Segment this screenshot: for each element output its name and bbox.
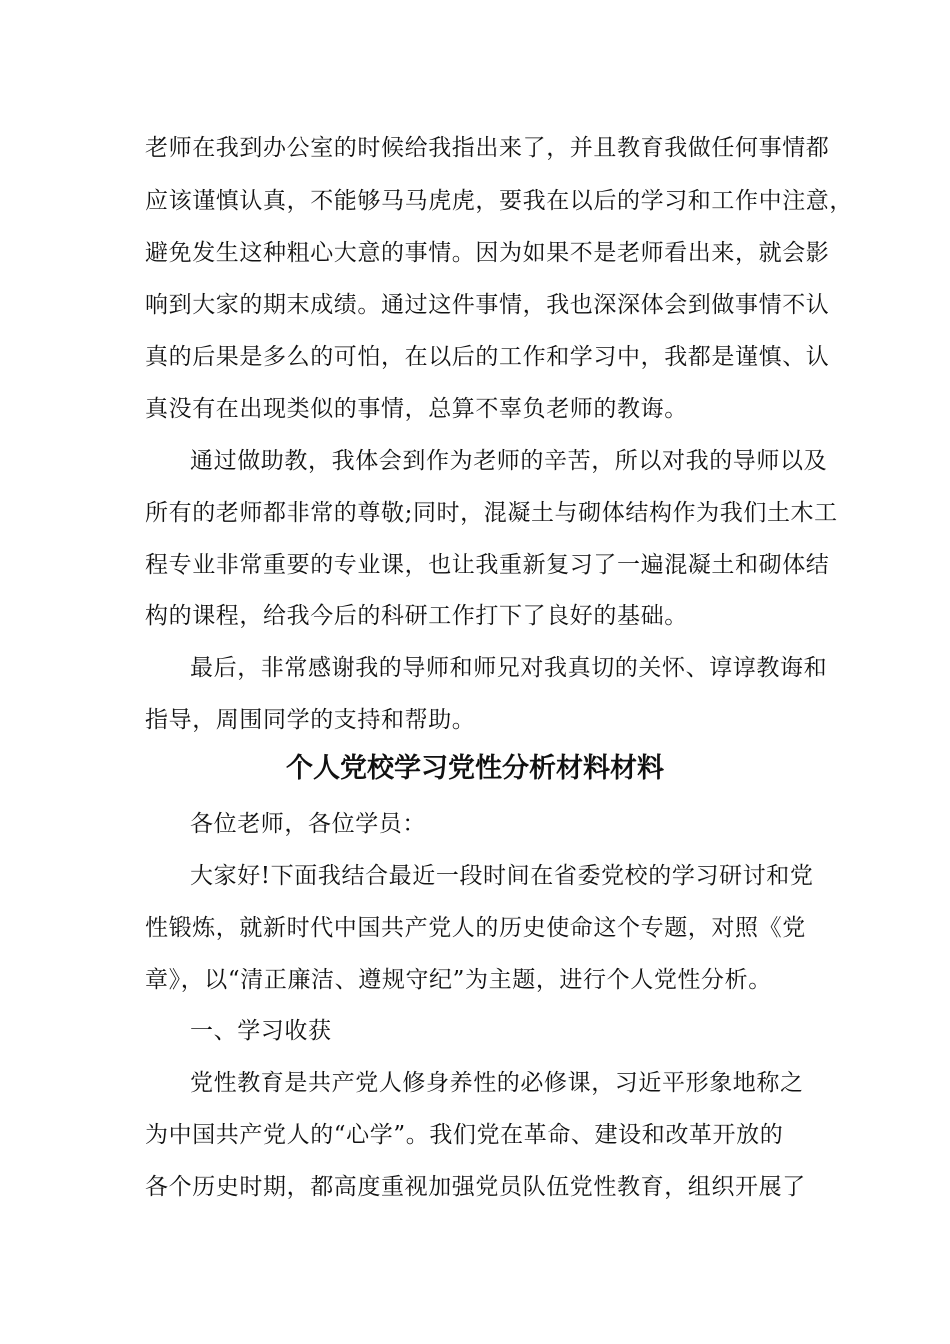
- paragraph-line: 为中国共产党人的“心学”。我们党在革命、建设和改革开放的: [145, 1122, 784, 1148]
- paragraph-line: 通过做助教，我体会到作为老师的辛苦，所以对我的导师以及: [190, 448, 828, 474]
- paragraph-line: 最后，非常感谢我的导师和师兄对我真切的关怀、谆谆教诲和: [190, 655, 828, 681]
- section-title: 个人党校学习党性分析材料材料: [286, 753, 664, 784]
- salutation-line: 各位老师，各位学员：: [190, 811, 426, 837]
- paragraph-line: 指导，周围同学的支持和帮助。: [145, 707, 476, 733]
- paragraph-line: 真没有在出现类似的事情，总算不辜负老师的教诲。: [145, 396, 688, 422]
- paragraph-line: 大家好!下面我结合最近一段时间在省委党校的学习研讨和党: [190, 863, 814, 889]
- paragraph-line: 党性教育是共产党人修身养性的必修课，习近平形象地称之: [190, 1070, 804, 1096]
- paragraph-line: 性锻炼，就新时代中国共产党人的历史使命这个专题，对照《党: [145, 915, 806, 941]
- paragraph-line: 响到大家的期末成绩。通过这件事情，我也深深体会到做事情不认: [145, 292, 830, 318]
- paragraph-line: 避免发生这种粗心大意的事情。因为如果不是老师看出来，就会影: [145, 240, 830, 266]
- paragraph-line: 所有的老师都非常的尊敬;同时，混凝土与砌体结构作为我们土木工: [145, 500, 838, 526]
- paragraph-line: 章》，以“清正廉洁、遵规守纪”为主题，进行个人党性分析。: [145, 967, 772, 993]
- paragraph-line: 应该谨慎认真，不能够马马虎虎，要我在以后的学习和工作中注意，: [145, 188, 853, 214]
- paragraph-line: 程专业非常重要的专业课，也让我重新复习了一遍混凝土和砌体结: [145, 552, 830, 578]
- paragraph-line: 老师在我到办公室的时候给我指出来了，并且教育我做任何事情都: [145, 135, 830, 161]
- subheading-line: 一、学习收获: [190, 1018, 332, 1044]
- paragraph-line: 真的后果是多么的可怕，在以后的工作和学习中，我都是谨慎、认: [145, 344, 830, 370]
- paragraph-line: 构的课程，给我今后的科研工作打下了良好的基础。: [145, 603, 688, 629]
- paragraph-line: 各个历史时期，都高度重视加强党员队伍党性教育，组织开展了: [145, 1174, 806, 1200]
